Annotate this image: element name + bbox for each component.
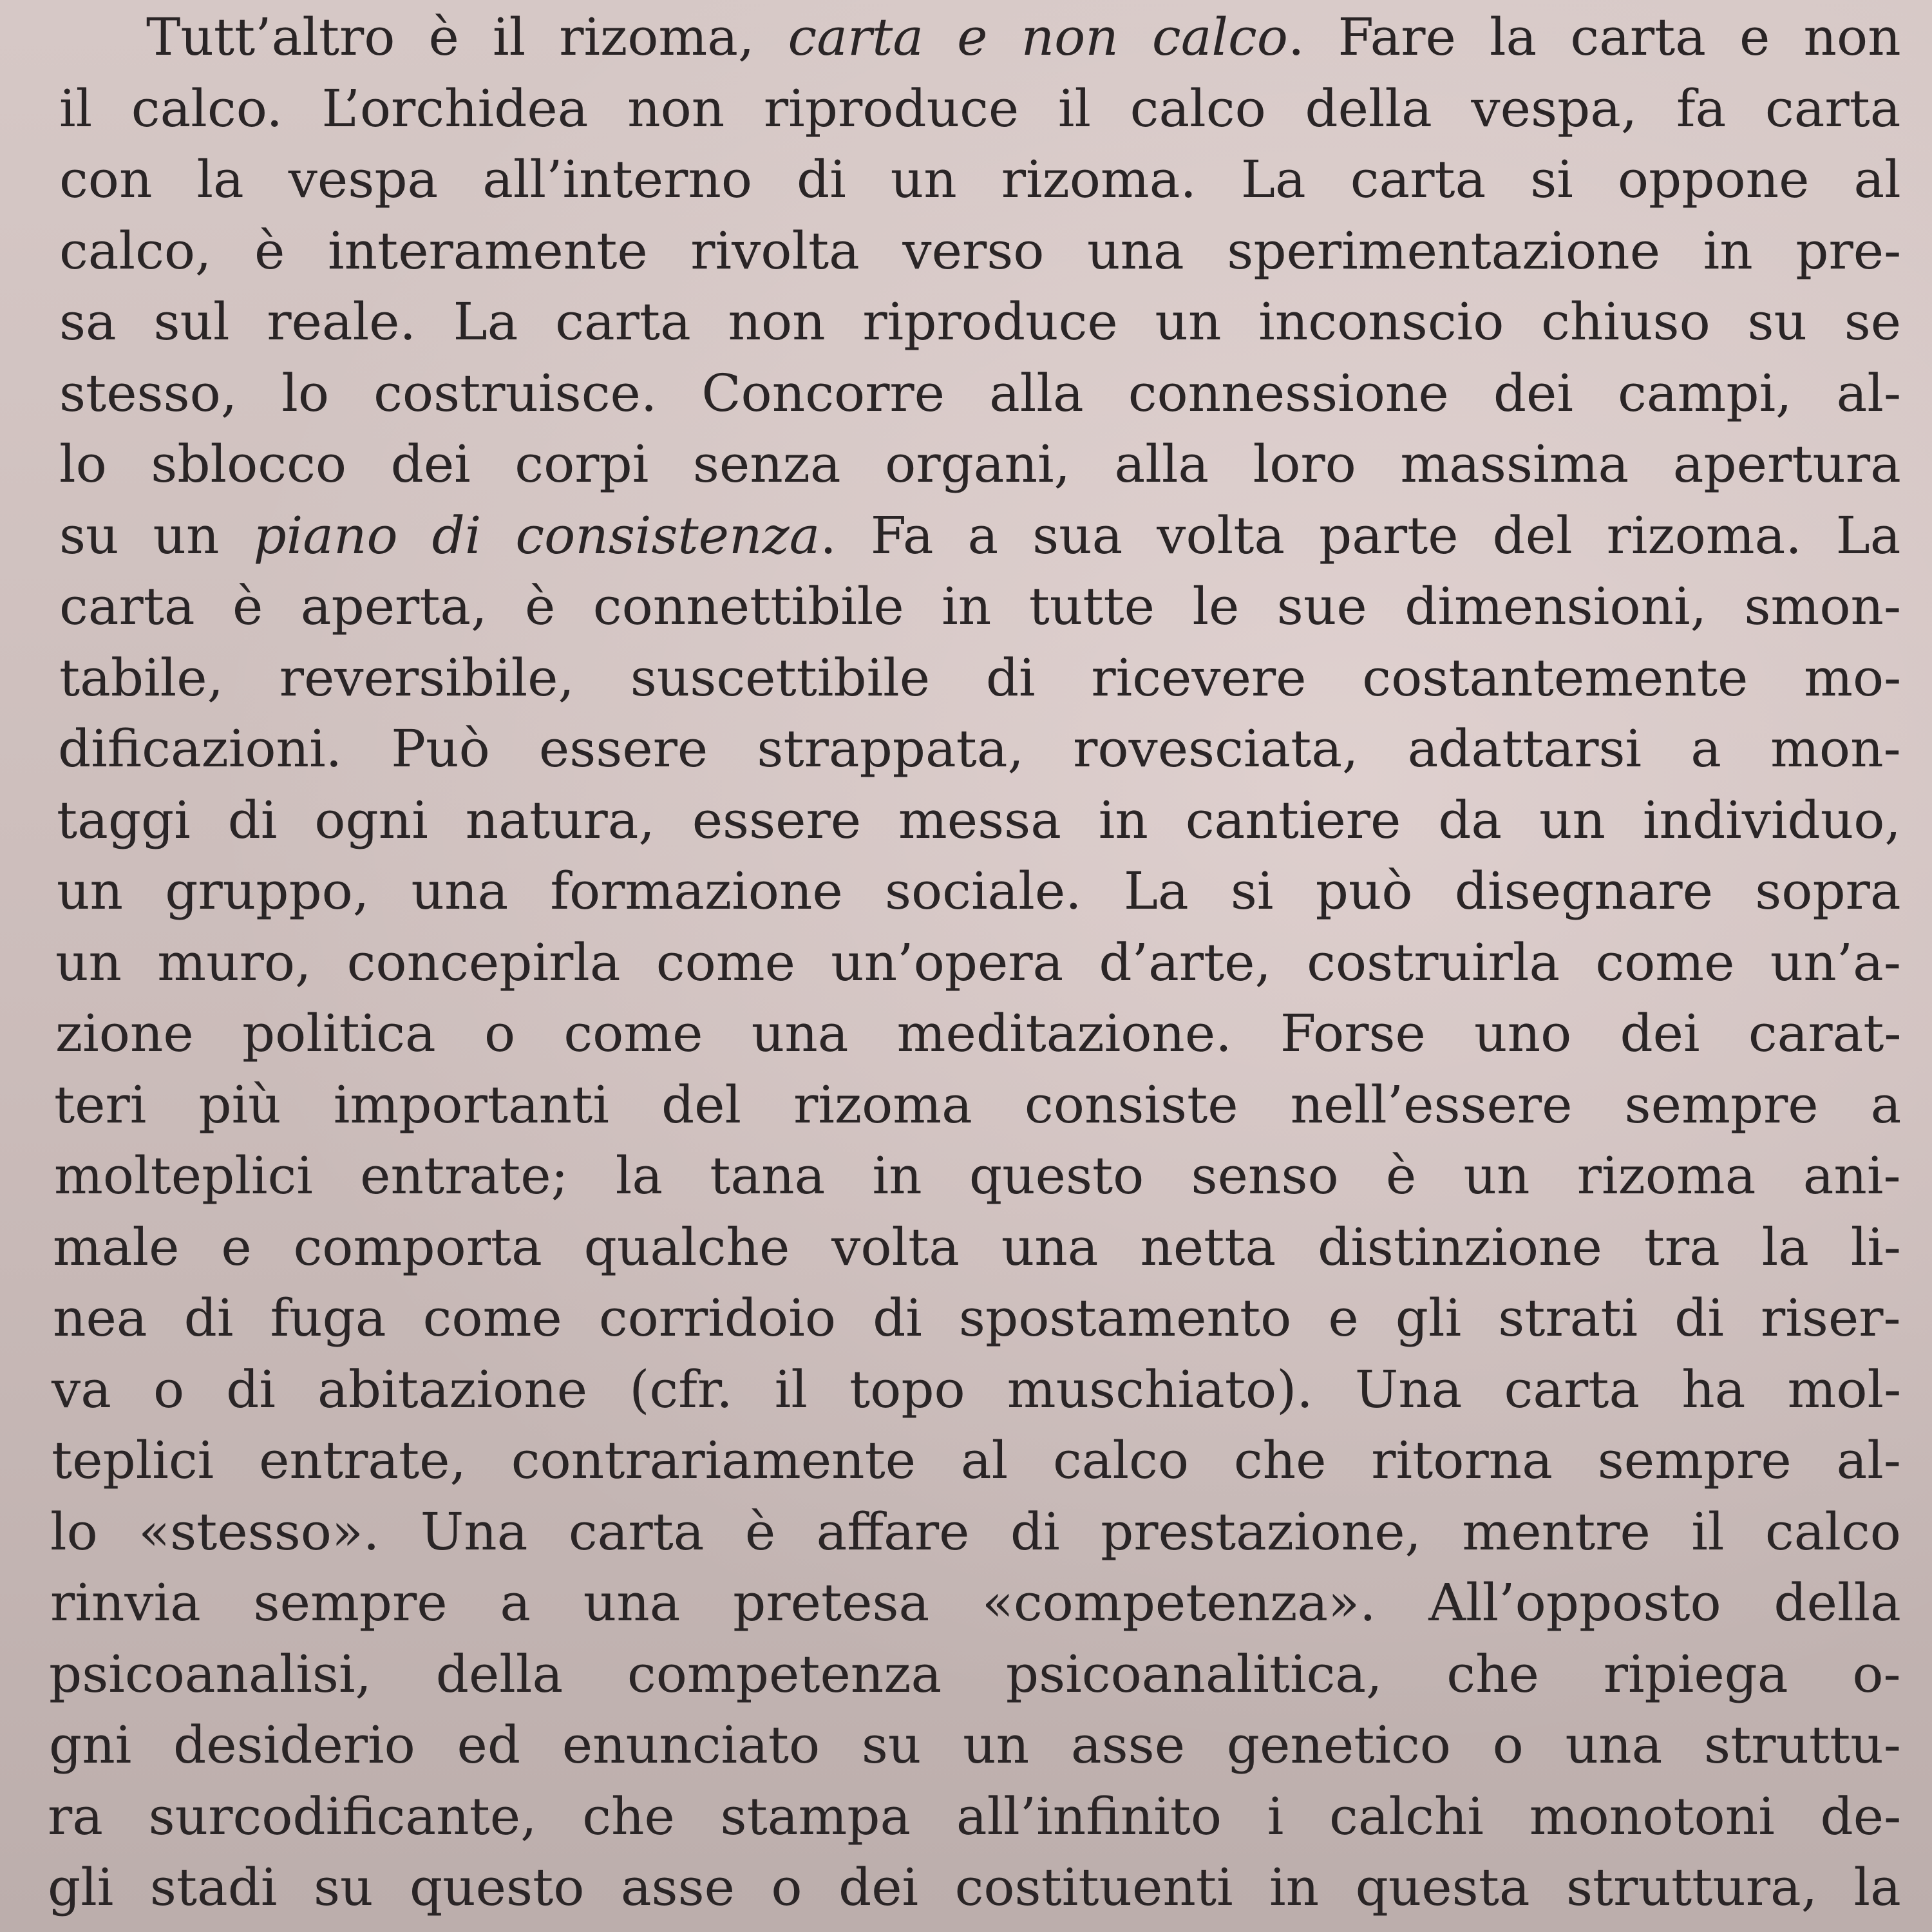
text-line [59, 219, 1901, 283]
text-line [48, 1855, 1901, 1920]
text-segment: dificazioni. Può essere strappata, rovesciata, adattarsi a mon- [58, 719, 1901, 779]
text-segment: molteplici entrate; la tana in questo senso è un rizoma ani- [54, 1146, 1901, 1206]
text-segment: taggi di ogni natura, essere messa in cantiere da un individuo, [57, 790, 1901, 850]
text-segment: . Fa a sua volta parte del rizoma. La [820, 505, 1901, 565]
text-line [53, 1286, 1901, 1350]
text-segment: . Fare la carta e non [1287, 7, 1901, 67]
text-line [52, 1428, 1901, 1493]
text-segment: teplici entrate, contrariamente al calco che ritorna sempre al- [52, 1430, 1901, 1490]
text-line [49, 1713, 1901, 1777]
text-segment: lo «stesso». Una carta è affare di prestazione, mentre il calco [50, 1501, 1901, 1562]
text-segment: un gruppo, una formazione sociale. La si può disegnare sopra [57, 861, 1901, 921]
text-segment: tabile, reversibile, suscettibile di ricevere costantemente mo- [59, 647, 1902, 708]
text-line [57, 859, 1901, 923]
text-segment: male e comporta qualche volta una netta distinzione tra la li- [53, 1217, 1901, 1277]
text-segment: gni desiderio ed enunciato su un asse genetico o una struttu- [49, 1715, 1901, 1775]
text-line [50, 1571, 1901, 1635]
text-line [55, 931, 1901, 995]
text-line [57, 788, 1901, 853]
text-segment: carta è aperta, è connettibile in tutte le sue dimensioni, smon- [59, 576, 1902, 636]
italic-phrase: piano di consistenza [253, 505, 820, 565]
text-line [59, 77, 1901, 141]
text-line [48, 1785, 1901, 1849]
text-segment: lo sblocco dei corpi senza organi, alla loro massima apertura [59, 434, 1901, 494]
text-segment: rinvia sempre a una pretesa «competenza». All’opposto della [50, 1573, 1901, 1633]
text-line [59, 646, 1901, 710]
text-line [59, 574, 1901, 639]
text-segment: calco, è interamente rivolta verso una sperimentazione in pre- [59, 220, 1902, 281]
text-segment: il calco. L’orchidea non riproduce il calco della vespa, fa carta [59, 78, 1901, 138]
italic-phrase: carta e non calco [788, 7, 1288, 67]
text-segment: gli stadi su questo asse o dei costituenti in questa struttura, la [48, 1857, 1901, 1917]
text-line [53, 1215, 1901, 1280]
text-line [59, 504, 1901, 568]
text-line [50, 1500, 1901, 1564]
text-segment: un muro, concepirla come un’opera d’arte, costruirla come un’a- [55, 932, 1901, 992]
text-line [59, 147, 1901, 212]
text-line [54, 1073, 1901, 1137]
text-line [59, 432, 1901, 497]
text-segment: psicoanalisi, della competenza psicoanalitica, che ripiega o- [49, 1643, 1901, 1704]
text-segment: nea di fuga come corridoio di spostamento e gli strati di riser- [53, 1288, 1901, 1348]
text-line [49, 1642, 1901, 1707]
text-segment: Tutt’altro è il rizoma, [146, 7, 788, 67]
text-line [54, 1144, 1901, 1208]
text-line [55, 1001, 1901, 1066]
text-segment: con la vespa all’interno di un rizoma. La carta si oppone al [59, 149, 1901, 209]
text-segment: su un [59, 505, 254, 565]
text-segment: zione politica o come una meditazione. Forse uno dei carat- [55, 1003, 1902, 1063]
text-line [58, 717, 1901, 781]
text-line [59, 361, 1901, 426]
text-segment: stesso, lo costruisce. Concorre alla connessione dei campi, al- [59, 363, 1901, 423]
text-line [146, 5, 1901, 70]
text-segment: teri più importanti del rizoma consiste nell’essere sempre a [54, 1074, 1902, 1135]
text-segment: ra surcodificante, che stampa all’infinito i calchi monotoni de- [48, 1786, 1902, 1846]
text-line [59, 290, 1901, 354]
text-line [52, 1358, 1901, 1422]
text-segment: va o di abitazione (cfr. il topo muschiato). Una carta ha mol- [52, 1359, 1902, 1419]
text-segment: sa sul reale. La carta non riproduce un inconscio chiuso su se [59, 292, 1902, 352]
